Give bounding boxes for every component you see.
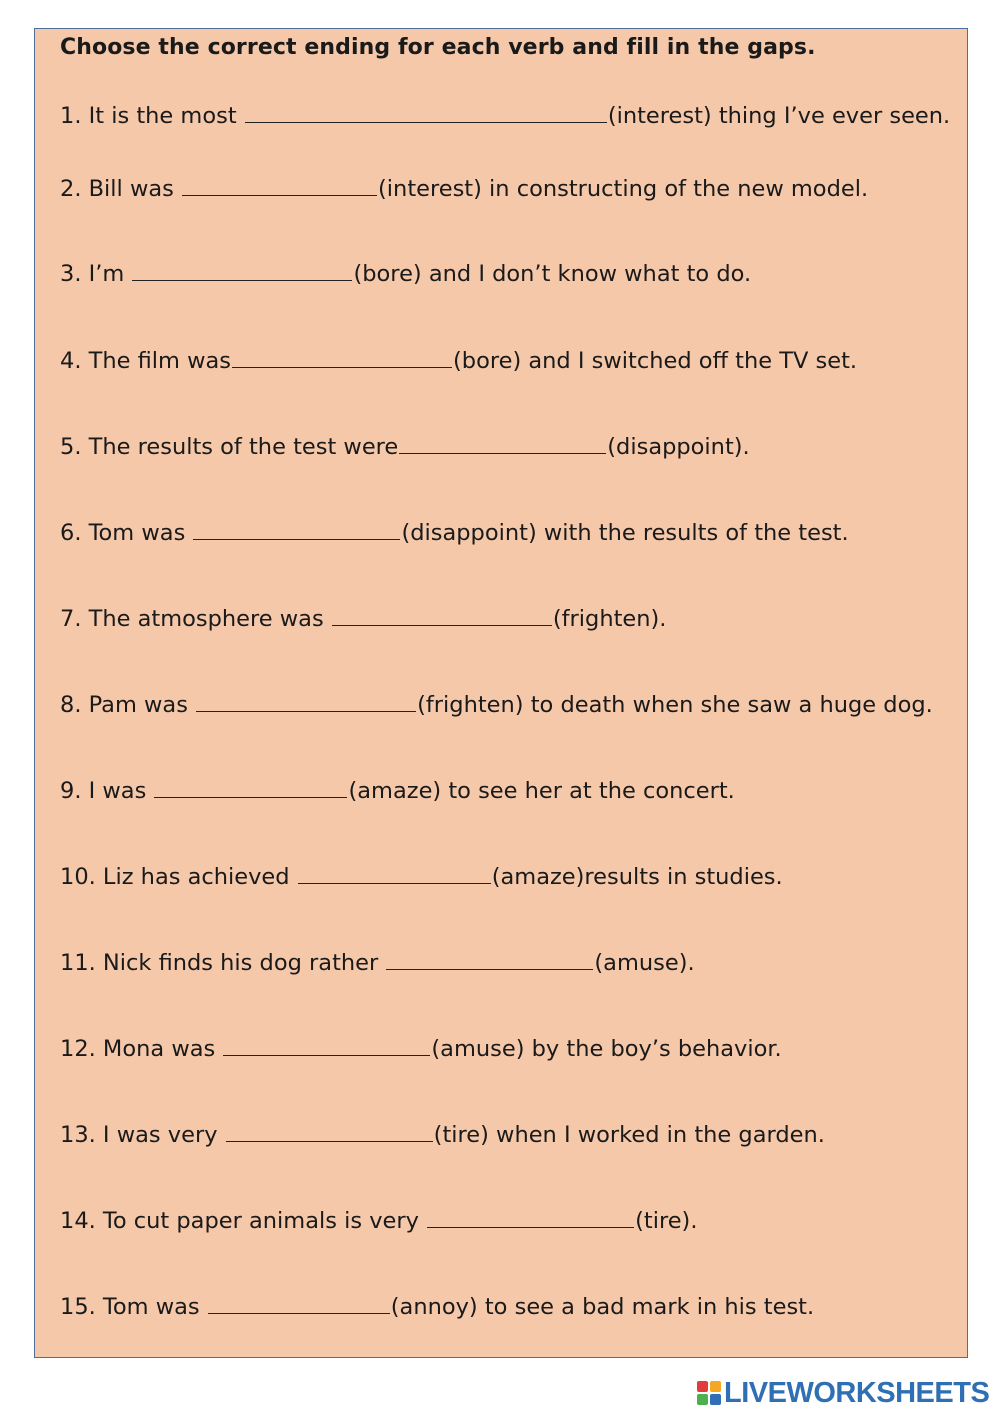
exercise-item-15 (60, 1294, 814, 1320)
item-6-prompt: 6. Tom was (60, 520, 193, 546)
liveworksheets-logo (697, 1378, 989, 1408)
item-10-hint: (amaze)results in studies. (491, 864, 783, 890)
item-2-hint: (interest) in constructing of the new model. (378, 176, 869, 202)
item-7-prompt: 7. The atmosphere was (60, 606, 331, 632)
item-13-prompt: 13. I was very (60, 1122, 225, 1148)
exercise-item-1 (60, 103, 950, 129)
item-10-prompt: 10. Liz has achieved (60, 864, 297, 890)
exercise-item-8 (60, 692, 933, 718)
exercise-item-2 (60, 176, 868, 202)
item-4-hint: (bore) and I switched off the TV set. (453, 348, 858, 374)
item-5-hint: (disappoint). (607, 434, 750, 460)
exercise-item-9 (60, 778, 735, 804)
answer-gap-5[interactable] (399, 452, 606, 454)
answer-gap-8[interactable] (196, 710, 416, 712)
exercise-item-6 (60, 520, 849, 546)
worksheet-panel (34, 28, 968, 1358)
item-14-prompt: 14. To cut paper animals is very (60, 1208, 427, 1234)
item-1-hint: (interest) thing I’ve ever seen. (607, 103, 951, 129)
answer-gap-13[interactable] (226, 1140, 433, 1142)
instruction-heading: Choose the correct ending for each verb and fill in the gaps. (60, 35, 816, 60)
answer-gap-9[interactable] (154, 796, 347, 798)
item-8-prompt: 8. Pam was (60, 692, 196, 718)
exercise-item-4 (60, 348, 857, 374)
answer-gap-4[interactable] (232, 366, 452, 368)
exercise-item-3 (60, 261, 751, 287)
answer-gap-11[interactable] (386, 968, 593, 970)
answer-gap-12[interactable] (223, 1054, 430, 1056)
exercise-item-11 (60, 950, 695, 976)
liveworksheets-icon (697, 1381, 721, 1405)
answer-gap-3[interactable] (132, 279, 352, 281)
item-2-prompt: 2. Bill was (60, 176, 182, 202)
item-15-hint: (annoy) to see a bad mark in his test. (390, 1294, 815, 1320)
item-6-hint: (disappoint) with the results of the test. (401, 520, 849, 546)
exercise-item-10 (60, 864, 783, 890)
item-3-prompt: 3. I’m (60, 261, 132, 287)
answer-gap-14[interactable] (427, 1226, 634, 1228)
answer-gap-10[interactable] (298, 882, 491, 884)
item-15-prompt: 15. Tom was (60, 1294, 207, 1320)
item-5-prompt: 5. The results of the test were (60, 434, 399, 460)
item-9-hint: (amaze) to see her at the concert. (348, 778, 735, 804)
answer-gap-2[interactable] (182, 194, 377, 196)
brand-name: LIVEWORKSHEETS (724, 1376, 990, 1409)
answer-gap-15[interactable] (208, 1312, 390, 1314)
item-9-prompt: 9. I was (60, 778, 154, 804)
item-1-prompt: 1. It is the most (60, 103, 244, 129)
item-8-hint: (frighten) to death when she saw a huge dog. (417, 692, 933, 718)
item-3-hint: (bore) and I don’t know what to do. (353, 261, 752, 287)
exercise-item-12 (60, 1036, 782, 1062)
item-14-hint: (tire). (635, 1208, 698, 1234)
item-11-prompt: 11. Nick finds his dog rather (60, 950, 386, 976)
answer-gap-1[interactable] (245, 121, 607, 123)
item-12-hint: (amuse) by the boy’s behavior. (431, 1036, 782, 1062)
item-7-hint: (frighten). (552, 606, 667, 632)
answer-gap-7[interactable] (332, 624, 552, 626)
exercise-item-5 (60, 434, 750, 460)
exercise-item-7 (60, 606, 666, 632)
item-4-prompt: 4. The film was (60, 348, 232, 374)
exercise-item-13 (60, 1122, 825, 1148)
item-11-hint: (amuse). (594, 950, 695, 976)
item-13-hint: (tire) when I worked in the garden. (433, 1122, 825, 1148)
exercise-item-14 (60, 1208, 698, 1234)
answer-gap-6[interactable] (193, 538, 400, 540)
item-12-prompt: 12. Mona was (60, 1036, 223, 1062)
